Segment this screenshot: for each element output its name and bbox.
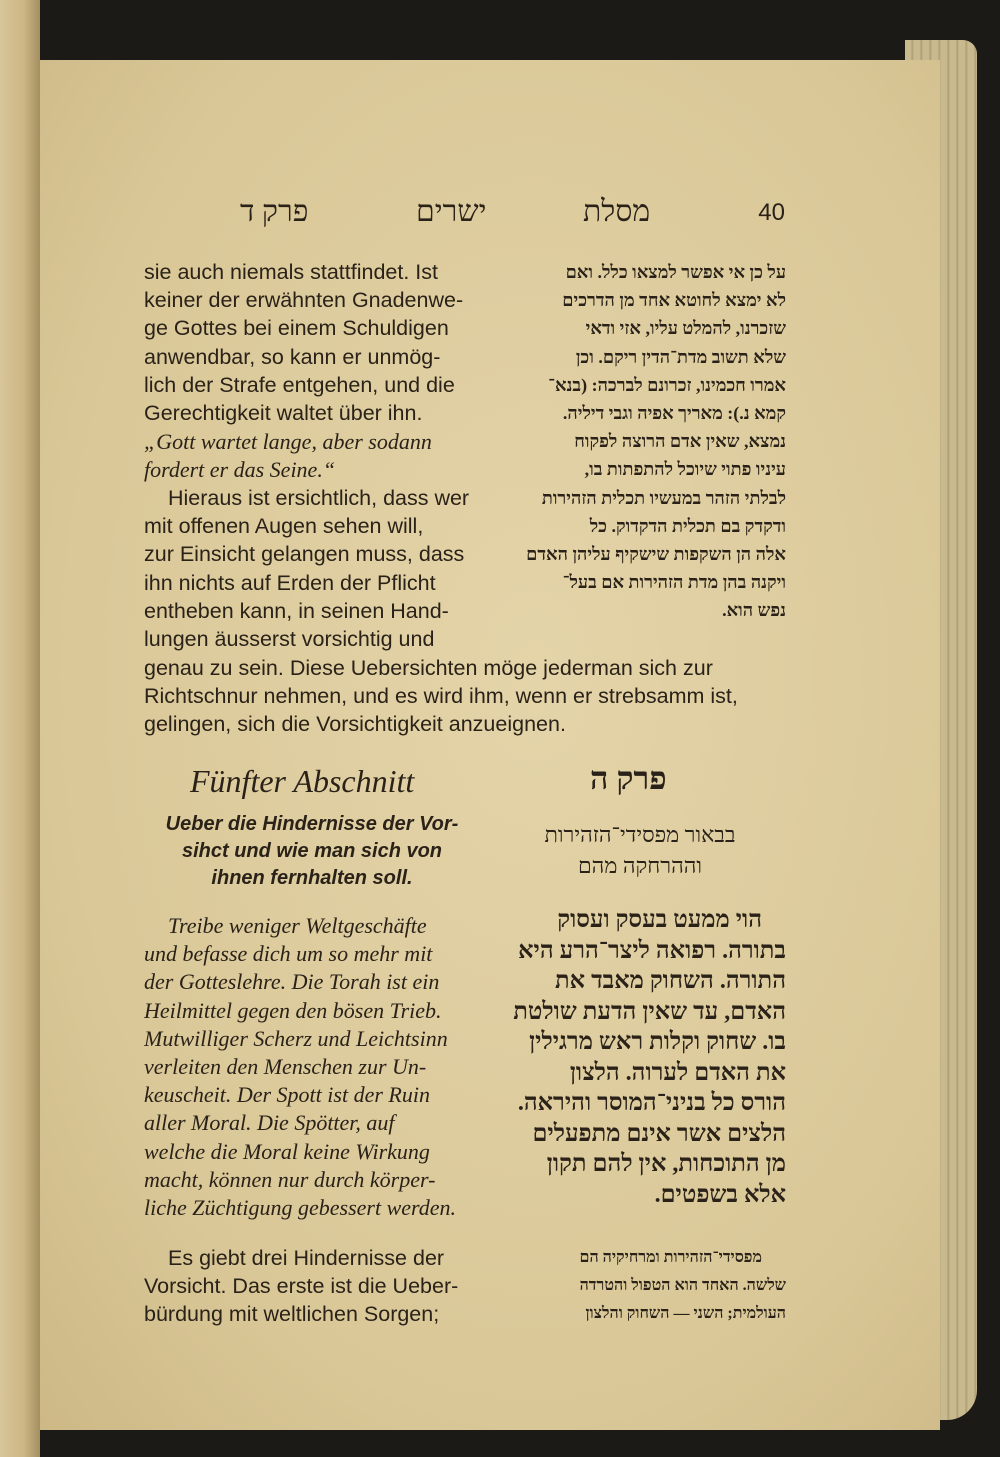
german-section-title: Fünfter Abschnitt (190, 763, 415, 799)
text-line: „Gott wartet lange, aber sodann (144, 429, 432, 454)
hebrew-section-subtitle (520, 819, 760, 881)
text-line: gelingen, sich die Vorsichtigkeit anzueignen. (144, 712, 566, 737)
text-line: fordert er das Seine.“ (144, 457, 336, 483)
german-column-2 (144, 912, 480, 1222)
text-line: anwendbar, so kann er unmög- (144, 344, 441, 369)
text-line: Richtschnur nehmen, und es wird ihm, wenn er strebsamm ist, (144, 684, 738, 709)
text-line: ihnen fernhalten soll. (211, 867, 413, 889)
text-line: לא ימצא לחוטא אחד מן הדרכים (562, 290, 786, 311)
text-line: שזכרנו, להמלט עליו, אזי ודאי (585, 318, 786, 339)
hebrew-section-title: פרק ה (590, 760, 667, 796)
text-line: Gerechtigkeit waltet über ihn. (144, 401, 423, 426)
text-line: בבאור מפסידי־הזהירות (544, 822, 736, 847)
text-line: אמרו חכמינו, זכרונם לברכה: (בנא־ (548, 374, 786, 395)
german-section-subtitle (144, 811, 480, 892)
german-quote (144, 428, 480, 484)
page-header (240, 195, 785, 235)
header-chapter: פרק ד (240, 195, 309, 228)
text-line: את האדם לערוה. הלצון (569, 1059, 786, 1086)
text-line: Vorsicht. Das erste ist die Ueber- (144, 1274, 459, 1299)
text-line: בתורה. רפואה ליצר־הרע היא (518, 937, 786, 964)
text-line: הלצים אשר אינם מתפעלים (532, 1120, 786, 1147)
text-line: Ueber die Hindernisse der Vor- (165, 813, 459, 835)
text-line: ge Gottes bei einem Schuldigen (144, 316, 449, 341)
text-line: שלשה. האחד הוא הטפול והטרדה (579, 1277, 786, 1295)
text-line: קמא נ.): מאריך אפיה וגבי דיליה. (562, 403, 786, 424)
german-column-1b (144, 484, 480, 653)
text-line: שלא תשוב מדת־הדין ריקם. וכן (575, 346, 786, 367)
hebrew-column-1 (498, 258, 786, 625)
text-line: Mutwilliger Scherz und Leichtsinn (144, 1025, 448, 1051)
text-line: ויקנה בהן מדת הזהירות אם בעל־ (562, 572, 786, 593)
text-line: הורס כל בניני־המוסר והיראה. (517, 1090, 786, 1116)
text-line: עיניו פתוי שיוכל להתפתות בו, (584, 459, 786, 480)
text-line: zur Einsicht gelangen muss, dass (144, 542, 465, 567)
text-line: bürdung mit weltlichen Sorgen; (144, 1302, 440, 1327)
text-line: genau zu sein. Diese Uebersichten möge jederman sich zur (144, 656, 713, 680)
text-line: sie auch niemals stattfindet. Ist (144, 260, 438, 284)
text-line: העולמית; השני — השחוק והלצון (585, 1305, 786, 1323)
text-line: הוי ממעט בעסק ועסוק (557, 907, 762, 933)
text-line: welche die Moral keine Wirkung (144, 1138, 430, 1164)
header-title-2: ישרים (416, 195, 487, 228)
german-column-1 (144, 258, 480, 427)
text-line: und befasse dich um so mehr mit (144, 941, 433, 967)
text-line: אלה הן השקפות שישקיף עליהן האדם (526, 544, 786, 565)
text-line: בו. שחוק וקלות ראש מרגילין (529, 1029, 786, 1055)
book-binding (0, 0, 40, 1457)
hebrew-column-3 (498, 1244, 786, 1329)
text-line: Heilmittel gegen den bösen Trieb. (144, 997, 442, 1023)
text-line: lich der Strafe entgehen, und die (144, 372, 455, 397)
text-line: וההרחקה מהם (577, 853, 703, 878)
german-full-width (144, 654, 786, 739)
text-line: der Gotteslehre. Die Torah ist ein (144, 969, 440, 995)
text-line: mit offenen Augen sehen will, (144, 514, 424, 539)
text-line: על כן אי אפשר למצאו כלל. ואם (565, 262, 786, 282)
text-line: keiner der erwähnten Gnadenwe- (144, 288, 464, 313)
text-line: lungen äusserst vorsichtig und (144, 627, 435, 652)
text-line: נפש הוא. (722, 600, 786, 621)
text-line: liche Züchtigung gebessert werden. (144, 1195, 457, 1221)
text-line: Es giebt drei Hindernisse der (168, 1246, 445, 1270)
text-line: האדם, עד שאין הדעת שולטת (513, 998, 786, 1025)
text-line: verleiten den Menschen zur Un- (144, 1054, 427, 1080)
text-line: מפסידי־הזהירות ומרחיקיה הם (579, 1249, 762, 1266)
text-line: keuscheit. Der Spott ist der Ruin (144, 1082, 430, 1108)
text-line: התורה. השחוק מאבד את (555, 968, 786, 994)
header-title-1: מסלת (583, 195, 651, 228)
text-line: entheben kann, in seinen Hand- (144, 598, 449, 623)
text-line: לבלתי הזהר במעשיו תכלית הזהירות (541, 487, 786, 508)
german-column-3 (144, 1244, 480, 1329)
text-line: אלא בשפטים. (654, 1181, 786, 1208)
hebrew-column-2 (498, 905, 786, 1210)
text-line: ודקדק בם תכלית הדקדוק. כל (589, 515, 786, 536)
text-line: מן התוכחות, אין להם תקון (546, 1151, 786, 1177)
text-line: ihn nichts auf Erden der Pflicht (144, 570, 436, 595)
text-line: Hieraus ist ersichtlich, dass wer (168, 486, 470, 510)
text-line: macht, können nur durch körper- (144, 1166, 436, 1192)
text-line: aller Moral. Die Spötter, auf (144, 1110, 395, 1136)
text-line: Treibe weniger Weltgeschäfte (168, 913, 427, 938)
text-line: נמצא, שאין אדם הרוצה לפקוח (574, 431, 786, 452)
text-line: sihct und wie man sich von (181, 840, 443, 862)
page-number: 40 (758, 199, 785, 226)
